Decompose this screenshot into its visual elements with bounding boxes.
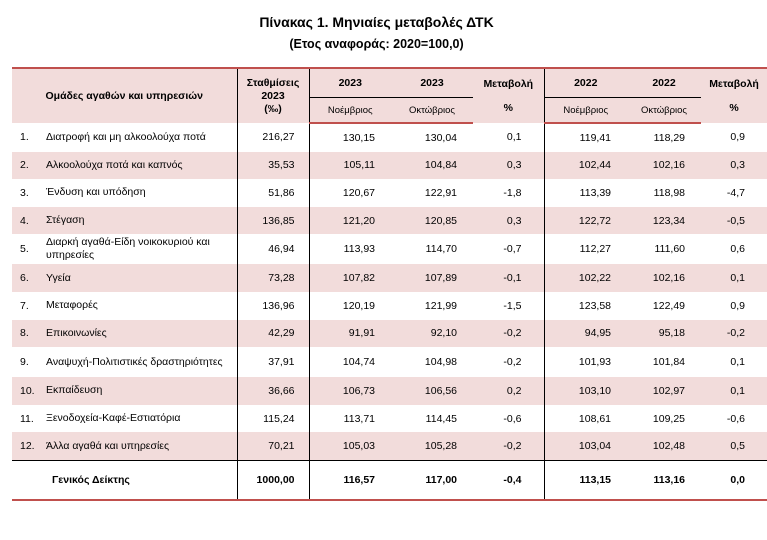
row-change-2022: -0,6 xyxy=(726,412,746,425)
header-change-2022-line2: % xyxy=(729,102,739,114)
row-weight: 37,91 xyxy=(237,347,309,377)
row-oct-2023: 114,70 xyxy=(425,243,458,256)
row-oct-2022: 101,84 xyxy=(652,356,686,369)
row-oct-2023: 120,85 xyxy=(391,207,473,235)
row-change-2023: -1,5 xyxy=(473,292,544,320)
row-nov-2022: 112,27 xyxy=(579,243,612,256)
row-change-2023: 0,3 xyxy=(473,152,544,180)
row-oct-2023: 107,89 xyxy=(391,264,473,292)
row-nov-2022: 103,04 xyxy=(544,432,627,460)
row-change-2023: 0,2 xyxy=(473,377,544,405)
total-oct-2023: 117,00 xyxy=(391,460,473,500)
row-category: Αλκοολούχα ποτά και καπνός xyxy=(42,152,237,180)
total-row xyxy=(12,460,767,500)
row-weight: 42,29 xyxy=(237,320,309,348)
row-oct-2022: 123,34 xyxy=(627,207,701,235)
row-oct-2022: 118,29 xyxy=(653,131,686,144)
row-weight: 73,28 xyxy=(237,264,309,292)
row-change-2022: 0,1 xyxy=(701,377,767,405)
row-oct-2022: 102,97 xyxy=(627,377,701,405)
row-nov-2023: 104,74 xyxy=(342,356,376,369)
row-change-2022: 0,5 xyxy=(701,432,767,460)
row-change-2022: 0,9 xyxy=(730,131,746,144)
row-nov-2022: 102,22 xyxy=(544,264,627,292)
row-nov-2022: 94,95 xyxy=(544,320,627,348)
row-weight: 136,96 xyxy=(237,292,309,320)
row-category: Αναψυχή-Πολιτιστικές δραστηριότητες xyxy=(46,355,223,368)
row-oct-2022: 102,48 xyxy=(627,432,701,460)
row-category: Υγεία xyxy=(42,264,237,292)
row-oct-2023: 106,56 xyxy=(391,377,473,405)
cpi-table xyxy=(12,67,767,501)
header-change-2023-line1: Μεταβολή xyxy=(483,78,534,90)
row-category: Ένδυση και υπόδηση xyxy=(46,186,146,199)
row-index: 9. xyxy=(20,356,29,369)
row-change-2022: 0,1 xyxy=(701,264,767,292)
row-index: 2. xyxy=(12,152,42,180)
total-weight: 1000,00 xyxy=(237,460,309,500)
row-change-2022: 0,1 xyxy=(730,356,746,369)
row-oct-2022: 118,98 xyxy=(653,186,686,199)
row-change-2022: -4,7 xyxy=(726,186,746,199)
row-category: Μεταφορές xyxy=(46,299,98,312)
row-index: 5. xyxy=(20,243,29,256)
row-index: 7. xyxy=(20,299,29,312)
table-subtitle: (Ετος αναφοράς: 2020=100,0) xyxy=(289,37,464,51)
row-weight: 115,24 xyxy=(237,405,309,433)
row-nov-2023: 105,03 xyxy=(309,432,391,460)
row-oct-2023: 121,99 xyxy=(424,299,458,312)
table-row xyxy=(12,179,767,207)
row-change-2022: -0,2 xyxy=(701,320,767,348)
row-nov-2023: 113,93 xyxy=(343,243,376,256)
row-oct-2023: 105,28 xyxy=(391,432,473,460)
row-category: Άλλα αγαθά και υπηρεσίες xyxy=(42,432,237,460)
row-index: 12. xyxy=(12,432,42,460)
header-change-2022 xyxy=(701,68,767,123)
row-nov-2023: 121,20 xyxy=(309,207,391,235)
total-label: Γενικός Δείκτης xyxy=(12,460,237,500)
row-change-2023: 0,3 xyxy=(473,207,544,235)
row-index: 8. xyxy=(12,320,42,348)
header-change-2022-line1: Μεταβολή xyxy=(709,78,759,90)
row-change-2022: 0,3 xyxy=(701,152,767,180)
total-nov-2022: 113,15 xyxy=(544,460,627,500)
row-category: Διαρκή αγαθά-Είδη νοικοκυριού και υπηρεσίες xyxy=(46,236,210,262)
row-oct-2022: 95,18 xyxy=(627,320,701,348)
row-category: Εκπαίδευση xyxy=(42,377,237,405)
row-index: 1. xyxy=(20,131,29,144)
table-row xyxy=(12,347,767,377)
table-row xyxy=(12,405,767,433)
row-change-2022: 0,6 xyxy=(730,243,746,256)
row-nov-2023: 130,15 xyxy=(342,131,376,144)
row-oct-2023: 114,45 xyxy=(425,412,458,425)
header-year-2022-nov: 2022 xyxy=(544,68,627,98)
row-oct-2023: 104,98 xyxy=(424,356,458,369)
row-nov-2023: 113,71 xyxy=(343,412,376,425)
row-index: 3. xyxy=(20,186,29,199)
row-nov-2022: 102,44 xyxy=(544,152,627,180)
row-oct-2023: 104,84 xyxy=(391,152,473,180)
total-change-2022: 0,0 xyxy=(701,460,767,500)
row-change-2023: -1,8 xyxy=(473,179,544,207)
header-month-oct-2022: Οκτώβριος xyxy=(627,98,701,124)
header-month-nov-2023: Νοέμβριος xyxy=(309,98,391,124)
row-oct-2022: 111,60 xyxy=(654,243,686,256)
row-nov-2023: 105,11 xyxy=(309,152,391,180)
row-index: 11. xyxy=(20,412,34,425)
header-weights xyxy=(237,68,309,123)
row-category: Διατροφή και μη αλκοολούχα ποτά xyxy=(46,130,206,143)
row-nov-2023: 91,91 xyxy=(309,320,391,348)
row-oct-2023: 122,91 xyxy=(424,186,458,199)
table-row xyxy=(12,234,767,264)
total-oct-2022: 113,16 xyxy=(627,460,701,500)
header-year-2022-oct: 2022 xyxy=(627,68,701,98)
row-oct-2022: 102,16 xyxy=(627,264,701,292)
row-oct-2023: 130,04 xyxy=(424,131,458,144)
row-change-2022: -0,5 xyxy=(701,207,767,235)
row-weight: 136,85 xyxy=(237,207,309,235)
row-change-2023: -0,2 xyxy=(473,347,544,377)
table-row xyxy=(12,207,767,235)
row-nov-2022: 113,39 xyxy=(579,186,612,199)
row-oct-2022: 102,16 xyxy=(627,152,701,180)
row-category: Επικοινωνίες xyxy=(42,320,237,348)
table-row xyxy=(12,292,767,320)
row-index: 6. xyxy=(12,264,42,292)
row-oct-2022: 122,49 xyxy=(652,299,686,312)
row-change-2023: -0,7 xyxy=(473,234,544,264)
header-year-2023-oct: 2023 xyxy=(391,68,473,98)
row-oct-2023: 92,10 xyxy=(391,320,473,348)
row-nov-2023: 120,67 xyxy=(342,186,376,199)
header-month-oct-2023: Οκτώβριος xyxy=(391,98,473,124)
row-weight: 46,94 xyxy=(237,234,309,264)
header-weights-line2: 2023 xyxy=(261,89,285,102)
row-change-2023: -0,2 xyxy=(473,320,544,348)
header-change-2023 xyxy=(473,68,544,123)
row-nov-2022: 108,61 xyxy=(578,412,612,425)
row-oct-2022: 109,25 xyxy=(652,412,686,425)
row-nov-2022: 103,10 xyxy=(544,377,627,405)
header-month-nov-2022: Νοέμβριος xyxy=(544,98,627,124)
row-nov-2022: 101,93 xyxy=(578,356,612,369)
header-weights-line3: (‰) xyxy=(264,102,282,115)
row-nov-2023: 106,73 xyxy=(309,377,391,405)
row-category: Στέγαση xyxy=(42,207,237,235)
header-weights-line1: Σταθμίσεις xyxy=(246,76,300,89)
row-change-2023: 0,1 xyxy=(473,123,544,152)
row-weight: 51,86 xyxy=(237,179,309,207)
table-row xyxy=(12,264,767,292)
header-year-2023-nov: 2023 xyxy=(309,68,391,98)
table-row xyxy=(12,320,767,348)
row-weight: 36,66 xyxy=(237,377,309,405)
row-nov-2022: 122,72 xyxy=(544,207,627,235)
row-weight: 70,21 xyxy=(237,432,309,460)
row-change-2023: -0,2 xyxy=(473,432,544,460)
row-nov-2023: 107,82 xyxy=(309,264,391,292)
row-change-2023: -0,1 xyxy=(473,264,544,292)
table-row xyxy=(12,432,767,460)
header-groups xyxy=(12,68,237,123)
header-change-2023-line2: % xyxy=(503,102,513,114)
table-body xyxy=(12,123,767,460)
total-change-2023: -0,4 xyxy=(473,460,544,500)
table-header xyxy=(12,68,767,123)
row-nov-2022: 119,41 xyxy=(579,131,612,144)
table-row xyxy=(12,152,767,180)
row-weight: 35,53 xyxy=(237,152,309,180)
row-change-2022: 0,9 xyxy=(730,299,746,312)
row-index: 10. xyxy=(12,377,42,405)
table-row xyxy=(12,377,767,405)
row-nov-2023: 120,19 xyxy=(342,299,376,312)
total-nov-2023: 116,57 xyxy=(309,460,391,500)
row-change-2023: -0,6 xyxy=(473,405,544,433)
table-title: Πίνακας 1. Μηνιαίες μεταβολές ΔΤΚ xyxy=(259,14,494,30)
row-index: 4. xyxy=(12,207,42,235)
row-category: Ξενοδοχεία-Καφέ-Εστιατόρια xyxy=(46,412,181,425)
row-weight: 216,27 xyxy=(237,123,309,152)
header-groups-label: Ομάδες αγαθών και υπηρεσιών xyxy=(45,90,203,102)
table-row xyxy=(12,123,767,152)
row-nov-2022: 123,58 xyxy=(578,299,612,312)
